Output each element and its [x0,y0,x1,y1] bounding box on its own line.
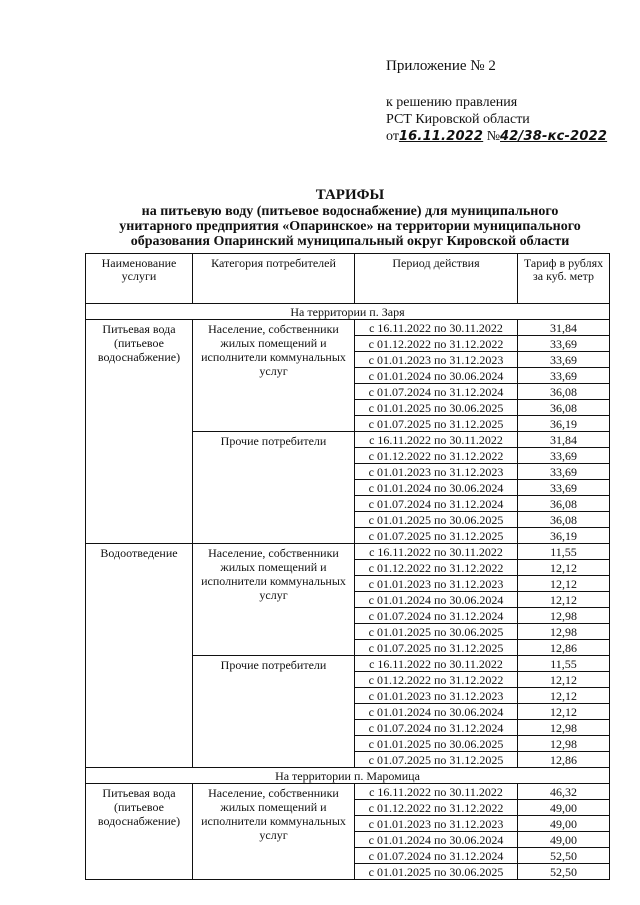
period-cell: с 01.07.2024 по 31.12.2024 [355,720,518,736]
consumer-category: Прочие потребители [193,656,355,768]
period-cell: с 01.07.2025 по 31.12.2025 [355,640,518,656]
tariff-cell: 12,86 [518,752,610,768]
from-prefix: от [386,129,399,144]
table-row [86,784,610,800]
period-cell: с 01.01.2025 по 30.06.2025 [355,512,518,528]
tariff-cell: 33,69 [518,464,610,480]
tariff-cell: 33,69 [518,352,610,368]
period-cell: с 01.01.2025 по 30.06.2025 [355,624,518,640]
tariff-cell: 36,08 [518,496,610,512]
period-cell: с 01.01.2023 по 31.12.2023 [355,816,518,832]
decision-date-number [386,128,607,145]
tariff-cell: 52,50 [518,848,610,864]
period-cell: с 01.07.2024 по 31.12.2024 [355,848,518,864]
period-cell: с 16.11.2022 по 30.11.2022 [355,320,518,336]
period-cell: с 01.01.2024 по 30.06.2024 [355,704,518,720]
consumer-category: Население, собственники жилых помещений и исполнители коммунальных услуг [193,784,355,880]
period-cell: с 01.12.2022 по 31.12.2022 [355,672,518,688]
territory-row [86,304,610,320]
period-cell: с 01.07.2025 по 31.12.2025 [355,752,518,768]
period-cell: с 16.11.2022 по 30.11.2022 [355,784,518,800]
tariff-table [85,253,610,880]
period-cell: с 01.07.2024 по 31.12.2024 [355,384,518,400]
tariff-cell: 49,00 [518,800,610,816]
consumer-category: Население, собственники жилых помещений и исполнители коммунальных услуг [193,544,355,656]
tariff-cell: 33,69 [518,448,610,464]
period-cell: с 01.07.2025 по 31.12.2025 [355,416,518,432]
tariff-cell: 36,08 [518,512,610,528]
table-row [86,544,610,560]
period-cell: с 01.01.2024 по 30.06.2024 [355,592,518,608]
tariff-cell: 12,12 [518,672,610,688]
tariff-cell: 36,08 [518,400,610,416]
appendix-number: Приложение № 2 [386,58,496,74]
tariff-cell: 36,19 [518,528,610,544]
tariff-cell: 31,84 [518,320,610,336]
period-cell: с 01.12.2022 по 31.12.2022 [355,448,518,464]
number-prefix: № [486,129,501,144]
title-line-2: унитарного предприятия «Опаринское» на территории муниципального [119,219,581,234]
header-tariff: Тариф в рублях за куб. метр [518,254,610,304]
tariff-cell: 46,32 [518,784,610,800]
period-cell: с 16.11.2022 по 30.11.2022 [355,656,518,672]
period-cell: с 01.01.2023 по 31.12.2023 [355,576,518,592]
document-title [80,186,620,249]
period-cell: с 16.11.2022 по 30.11.2022 [355,432,518,448]
consumer-category: Прочие потребители [193,432,355,544]
period-cell: с 01.07.2024 по 31.12.2024 [355,496,518,512]
tariff-cell: 12,12 [518,576,610,592]
period-cell: с 01.12.2022 по 31.12.2022 [355,336,518,352]
territory-label: На территории п. Заря [86,304,610,320]
tariff-cell: 31,84 [518,432,610,448]
period-cell: с 01.01.2025 по 30.06.2025 [355,400,518,416]
period-cell: с 01.12.2022 по 31.12.2022 [355,800,518,816]
header-category: Категория потребителей [193,254,355,304]
territory-row [86,768,610,784]
tariff-cell: 36,19 [518,416,610,432]
decision-reference [386,94,607,145]
tariff-cell: 11,55 [518,656,610,672]
tariff-cell: 33,69 [518,480,610,496]
decision-line-2: РСТ Кировской области [386,112,530,127]
period-cell: с 01.01.2025 по 30.06.2025 [355,864,518,880]
period-cell: с 01.01.2024 по 30.06.2024 [355,832,518,848]
tariff-cell: 36,08 [518,384,610,400]
tariff-cell: 11,55 [518,544,610,560]
decision-line-1: к решению правления [386,95,518,110]
period-cell: с 01.01.2023 по 31.12.2023 [355,464,518,480]
tariff-cell: 12,98 [518,608,610,624]
table-header-row [86,254,610,304]
header-period: Период действия [355,254,518,304]
tariff-cell: 12,12 [518,560,610,576]
period-cell: с 01.12.2022 по 31.12.2022 [355,560,518,576]
tariff-cell: 49,00 [518,816,610,832]
tariff-cell: 12,98 [518,624,610,640]
title-line-3: образования Опаринский муниципальный округ Кировской области [130,234,570,249]
service-name: Водоотведение [86,544,193,768]
tariff-cell: 12,12 [518,592,610,608]
title-line-1: на питьевую воду (питьевое водоснабжение) для муниципального [141,204,559,219]
period-cell: с 01.01.2024 по 30.06.2024 [355,480,518,496]
title-main: ТАРИФЫ [315,187,385,203]
period-cell: с 01.07.2024 по 31.12.2024 [355,608,518,624]
period-cell: с 01.07.2025 по 31.12.2025 [355,528,518,544]
tariff-cell: 52,50 [518,864,610,880]
period-cell: с 01.01.2023 по 31.12.2023 [355,688,518,704]
territory-label: На территории п. Маромица [86,768,610,784]
tariff-cell: 12,12 [518,688,610,704]
period-cell: с 16.11.2022 по 30.11.2022 [355,544,518,560]
tariff-cell: 33,69 [518,368,610,384]
tariff-cell: 12,12 [518,704,610,720]
handwritten-number: 42/38-кс-2022 [500,129,608,144]
service-name: Питьевая вода (питьевое водоснабжение) [86,320,193,544]
tariff-cell: 12,86 [518,640,610,656]
header-service: Наименование услуги [86,254,193,304]
tariff-cell: 12,98 [518,736,610,752]
tariff-cell: 12,98 [518,720,610,736]
tariff-cell: 49,00 [518,832,610,848]
consumer-category: Население, собственники жилых помещений и исполнители коммунальных услуг [193,320,355,432]
period-cell: с 01.01.2023 по 31.12.2023 [355,352,518,368]
tariff-cell: 33,69 [518,336,610,352]
table-row [86,320,610,336]
service-name: Питьевая вода (питьевое водоснабжение) [86,784,193,880]
handwritten-date: 16.11.2022 [398,129,484,144]
period-cell: с 01.01.2024 по 30.06.2024 [355,368,518,384]
period-cell: с 01.01.2025 по 30.06.2025 [355,736,518,752]
